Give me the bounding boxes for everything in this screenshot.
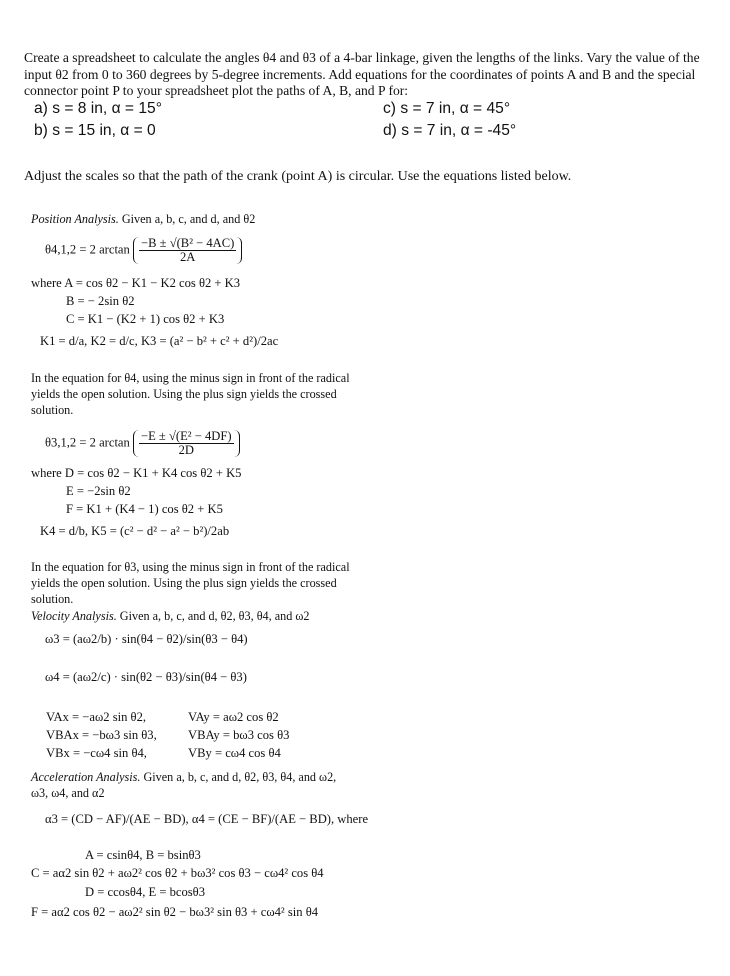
VBy-equation: VBy = cω4 cos θ4 [188, 746, 281, 760]
theta4-denominator: 2A [179, 250, 196, 264]
where-A: where A = cos θ2 − K1 − K2 cos θ2 + K3 [31, 276, 241, 290]
F-definition: F = K1 + (K4 − 1) cos θ2 + K5 [66, 502, 223, 516]
acceleration-given-cont: ω3, ω4, and α2 [31, 786, 105, 800]
problem-intro: Create a spreadsheet to calculate the angles θ4 and θ3 of a 4-bar linkage, given the lengths of the links. Vary the value of the input θ2 from 0 to 360 degrees by 5-degree increments. Add equations for the coordinates of points A and B and the special connector point P to your spreadsheet plot the paths of A, B, and P for: [24, 50, 700, 99]
option-c: c) s = 7 in, α = 45° [383, 100, 511, 117]
D-E-accel-definitions: D = ccosθ4, E = bcosθ3 [85, 885, 206, 899]
E-definition: E = −2sin θ2 [66, 484, 131, 498]
K1-K3-definitions: K1 = d/a, K2 = d/c, K3 = (a² − b² + c² + d²)/2ac [40, 334, 279, 348]
theta4-fraction [139, 237, 236, 264]
VAy-equation: VAy = aω2 cos θ2 [188, 710, 279, 724]
B-definition: B = − 2sin θ2 [66, 294, 135, 308]
VBAy-equation: VBAy = bω3 cos θ3 [188, 728, 290, 742]
option-d: d) s = 7 in, α = -45° [383, 122, 517, 139]
omega3-equation: ω3 = (aω2/b) · sin(θ4 − θ2)/sin(θ3 − θ4) [45, 632, 248, 646]
velocity-heading-line [31, 609, 310, 625]
position-heading-line [31, 212, 255, 228]
acceleration-given: Given a, b, c, and d, θ2, θ3, θ4, and ω2, [140, 770, 337, 784]
adjust-instruction: Adjust the scales so that the path of the crank (point A) is circular. Use the equations listed below. [24, 169, 572, 184]
A-B-accel-definitions: A = csinθ4, B = bsinθ3 [85, 848, 201, 862]
position-heading: Position Analysis. [31, 212, 119, 226]
theta3-lhs: θ3,1,2 = 2 arctan [45, 435, 130, 450]
C-accel-definition: C = aα2 sin θ2 + aω2² cos θ2 + bω3² cos θ3 − cω4² cos θ4 [31, 866, 324, 880]
theta4-lhs: θ4,1,2 = 2 arctan [45, 242, 130, 257]
option-a: a) s = 8 in, α = 15° [34, 100, 162, 117]
C-definition: C = K1 − (K2 + 1) cos θ2 + K3 [66, 312, 225, 326]
K4-K5-definitions: K4 = d/b, K5 = (c² − d² − a² − b²)/2ab [40, 524, 230, 538]
theta4-note: In the equation for θ4, using the minus sign in front of the radical yields the open solution. Using the plus sign yields the crossed solution. [31, 371, 350, 417]
omega4-equation: ω4 = (aω2/c) · sin(θ2 − θ3)/sin(θ4 − θ3) [45, 670, 247, 684]
acceleration-heading: Acceleration Analysis. [31, 770, 141, 784]
VBx-equation: VBx = −cω4 sin θ4, [46, 746, 147, 760]
theta3-denominator: 2D [178, 443, 194, 457]
option-b: b) s = 15 in, α = 0 [34, 122, 156, 139]
theta3-equation [45, 430, 240, 457]
theta3-numerator: −E ± √(E² − 4DF) [140, 429, 232, 443]
where-D: where D = cos θ2 − K1 + K4 cos θ2 + K5 [31, 466, 242, 480]
theta4-equation [45, 237, 242, 264]
position-given: Given a, b, c, and d, and θ2 [118, 212, 256, 226]
theta3-note: In the equation for θ3, using the minus sign in front of the radical yields the open solution. Using the plus sign yields the crossed solution. [31, 560, 350, 606]
F-accel-definition: F = aα2 cos θ2 − aω2² sin θ2 − bω3² sin θ3 + cω4² sin θ4 [31, 905, 319, 919]
acceleration-heading-line [31, 770, 336, 786]
VBAx-equation: VBAx = −bω3 sin θ3, [46, 728, 157, 742]
theta4-numerator: −B ± √(B² − 4AC) [140, 236, 235, 250]
VAx-equation: VAx = −aω2 sin θ2, [46, 710, 147, 724]
velocity-given: Given a, b, c, and d, θ2, θ3, θ4, and ω2 [116, 609, 310, 623]
theta3-fraction [139, 430, 234, 457]
velocity-heading: Velocity Analysis. [31, 609, 117, 623]
alpha-equations: α3 = (CD − AF)/(AE − BD), α4 = (CE − BF)/(AE − BD), where [45, 812, 369, 826]
